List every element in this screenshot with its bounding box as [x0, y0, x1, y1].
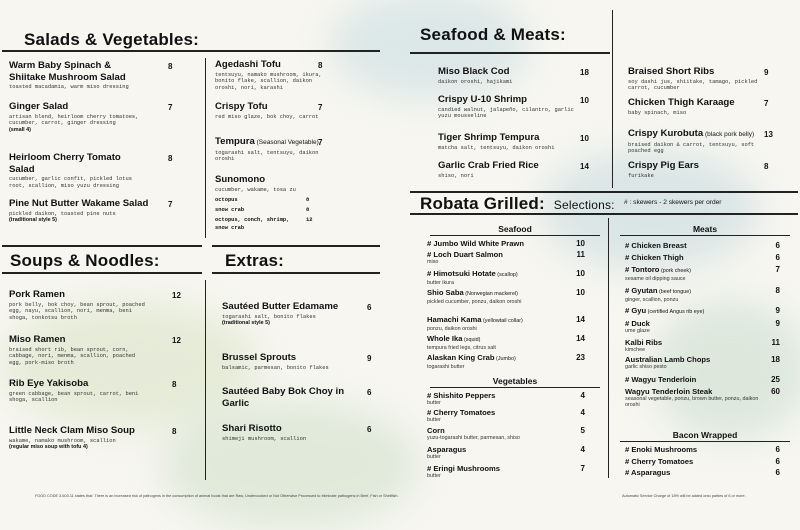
menu-item	[215, 101, 335, 120]
item-description: daikon oroshi, hajikami	[438, 78, 513, 85]
menu-item	[628, 128, 763, 155]
robata-item	[625, 286, 760, 303]
menu-item	[222, 352, 354, 371]
item-name: Corn	[427, 426, 445, 435]
item-price: 9	[764, 68, 769, 77]
sub-rule	[430, 387, 600, 388]
item-name: Ginger Salad	[9, 101, 69, 112]
menu-item	[9, 60, 149, 91]
menu-item	[628, 66, 763, 92]
robata-item	[625, 387, 760, 409]
item-description: artisan blend, heirloom cherry tomatoes, cucumber, carrot, ginger dressing	[9, 113, 139, 127]
subhead-vegetables: Vegetables	[492, 376, 538, 386]
item-note: (traditional style 5)	[9, 217, 57, 224]
item-description: sesame oil dipping sauce	[625, 276, 686, 282]
item-qualifier: (Jumbo)	[494, 356, 516, 362]
item-name: Kalbi Ribs	[625, 338, 663, 347]
column-divider	[608, 218, 609, 478]
item-price: 8	[172, 427, 177, 436]
robata-item	[625, 319, 760, 334]
item-name: # Enoki Mushrooms	[625, 445, 698, 454]
item-price: 6	[367, 388, 372, 397]
item-name: Wagyu Tenderloin Steak	[625, 387, 713, 396]
menu-item	[215, 136, 335, 163]
robata-legend: # : skewers - 2 skewers per order	[624, 199, 722, 206]
item-description: braised short rib, bean sprout, corn, cabbage, nori, menma, scallion, poached egg, pork-miso broth	[9, 346, 136, 366]
item-price: 8	[318, 61, 323, 70]
item-price: 9	[367, 354, 372, 363]
item-price: 6	[775, 241, 780, 250]
item-price: 18	[771, 355, 780, 364]
item-name: Brussel Sprouts	[222, 352, 297, 363]
robata-item	[427, 408, 572, 423]
watercolor-wash	[160, 400, 420, 530]
menu-item	[9, 101, 149, 133]
item-description: cucumber, garlic confit, pickled lotus root, scallion, miso yuzu dressing	[9, 176, 132, 189]
item-price: 13	[764, 130, 773, 139]
item-price: 7	[168, 103, 173, 112]
item-name: Tempura (Seasonal Vegetable)	[215, 136, 319, 147]
item-name: Heirloom Cherry Tomato Salad	[9, 152, 121, 175]
item-price: 7	[775, 265, 780, 274]
robata-item	[625, 241, 760, 250]
item-name: Tiger Shrimp Tempura	[438, 132, 540, 143]
robata-item	[625, 375, 760, 384]
menu-item	[9, 289, 149, 321]
column-divider	[205, 58, 206, 238]
item-price: 10	[580, 96, 589, 105]
sunomono-price: 8	[306, 197, 310, 203]
robata-item	[427, 334, 572, 351]
item-description: candied walnut, jalapeño, cilantro, garlic yuzu mousseline	[438, 106, 574, 120]
item-name: Pork Ramen	[9, 289, 65, 300]
robata-item	[427, 269, 572, 286]
item-name: # Himotsuki Hotate (scallop)	[427, 269, 518, 278]
item-qualifier: (black pork belly)	[703, 131, 755, 138]
section-title-seafood-meats: Seafood & Meats:	[420, 25, 566, 44]
menu-item	[215, 59, 335, 91]
item-name: Whole Ika (squid)	[427, 334, 481, 343]
item-price: 7	[318, 103, 323, 112]
robata-item	[625, 265, 760, 282]
item-description: wakame, namako mushroom, scallion	[9, 437, 116, 444]
menu-item	[222, 301, 354, 327]
menu-item	[9, 378, 149, 404]
item-price: 4	[580, 408, 585, 417]
item-price: 8	[168, 154, 173, 163]
section-rule	[410, 213, 798, 215]
item-description: red miso glaze, bok choy, carrot	[215, 113, 319, 120]
item-qualifier: (pork cheek)	[659, 268, 691, 274]
menu-item	[438, 66, 578, 85]
item-description: butter	[427, 417, 441, 423]
item-name: Miso Black Cod	[438, 66, 510, 77]
item-name: Crispy U-10 Shrimp	[438, 94, 528, 105]
item-name: # Shishito Peppers	[427, 391, 496, 400]
item-name: Shio Saba (Norwegian mackerel)	[427, 288, 518, 297]
robata-item	[427, 391, 572, 406]
item-price: 6	[775, 468, 780, 477]
item-price: 8	[168, 62, 173, 71]
robata-item	[625, 457, 760, 466]
robata-item	[427, 250, 572, 265]
item-name: Sautéed Baby Bok Choy in Garlic	[222, 386, 345, 409]
item-description: braised daikon & carrot, tentsuyu, soft poached egg	[628, 141, 755, 155]
item-name: # Duck	[625, 319, 650, 328]
robata-item	[625, 445, 760, 454]
menu-item	[222, 386, 354, 409]
section-rule	[2, 245, 202, 247]
section-rule	[2, 50, 380, 52]
item-description: toasted macadamia, warm miso dressing	[9, 84, 129, 90]
item-price: 11	[771, 338, 780, 347]
item-name: Shari Risotto	[222, 423, 282, 434]
item-description: yuzu-togarashi butter, parmesan, shiso	[427, 435, 520, 441]
item-description: tentsuyu, namako mushroom, ikura, bonito flake, scallion, daikon oroshi, nori, karashi	[215, 71, 322, 91]
menu-item	[215, 174, 335, 193]
item-name: Agedashi Tofu	[215, 59, 281, 70]
item-name: # Jumbo Wild White Prawn	[427, 239, 524, 248]
item-price: 12	[172, 336, 181, 345]
robata-item	[625, 306, 760, 317]
item-name: Hamachi Kama (yellowtail collar)	[427, 315, 523, 324]
item-description: ginger, scallion, ponzu	[625, 297, 679, 303]
robata-item	[625, 355, 760, 370]
item-description: shimeji mushroom, scallion	[222, 435, 307, 442]
item-description: tempura fried legs, citrus salt	[427, 345, 496, 351]
section-title-soups: Soups & Noodles:	[10, 251, 160, 270]
item-name: Crispy Tofu	[215, 101, 268, 112]
subhead-meats: Meats	[692, 224, 718, 234]
item-price: 14	[576, 334, 585, 343]
item-price: 8	[172, 380, 177, 389]
item-description: butter ikura	[427, 280, 454, 286]
item-name: # Loch Duart Salmon	[427, 250, 503, 259]
item-name: Sunomono	[215, 174, 266, 185]
menu-item	[9, 334, 149, 366]
menu-item	[9, 198, 149, 224]
column-divider	[205, 280, 206, 480]
subhead-seafood: Seafood	[498, 224, 532, 234]
item-name: Crispy Pig Ears	[628, 160, 699, 171]
item-description: pickled daikon, toasted pine nuts	[9, 210, 116, 217]
sunomono-price: 8	[306, 207, 310, 213]
item-price: 14	[576, 315, 585, 324]
item-price: 6	[367, 425, 372, 434]
section-rule	[212, 272, 380, 274]
item-qualifier: (certified Angus rib eye)	[646, 309, 705, 315]
item-name: Alaskan King Crab (Jumbo)	[427, 353, 516, 362]
item-name: Braised Short Ribs	[628, 66, 715, 77]
item-name: # Cherry Tomatoes	[625, 457, 694, 466]
item-description: furikake	[628, 172, 654, 179]
item-description: balsamic, parmesan, bonito flakes	[222, 364, 329, 371]
sub-rule	[430, 235, 600, 236]
item-price: 60	[771, 387, 780, 396]
item-description: togarashi butter	[427, 364, 465, 370]
item-price: 5	[580, 426, 585, 435]
item-price: 9	[775, 306, 780, 315]
robata-title: Robata Grilled:	[420, 194, 545, 213]
robata-item	[427, 445, 572, 460]
item-description: togarashi salt, tentsuyu, daikon oroshi	[215, 149, 319, 163]
menu-item	[438, 132, 578, 151]
item-description: shiso, nori	[438, 172, 474, 179]
item-price: 7	[168, 200, 173, 209]
item-price: 8	[764, 162, 769, 171]
item-description: miso	[427, 259, 439, 265]
sub-rule	[620, 441, 790, 442]
robata-item	[427, 426, 572, 441]
section-rule	[410, 52, 610, 54]
item-name: Little Neck Clam Miso Soup	[9, 425, 135, 436]
item-price: 14	[580, 162, 589, 171]
section-rule	[212, 245, 380, 247]
robata-item	[427, 464, 572, 479]
sunomono-price: 12	[306, 217, 313, 223]
item-name: Rib Eye Yakisoba	[9, 378, 89, 389]
item-price: 10	[576, 239, 585, 248]
item-description: soy dashi jus, shiitake, tamago, pickled carrot, cucumber	[628, 78, 758, 92]
item-price: 18	[580, 68, 589, 77]
item-name: # Asparagus	[625, 468, 671, 477]
column-divider	[612, 10, 613, 188]
item-qualifier: (yellowtail collar)	[481, 318, 523, 324]
footer-disclaimer: FOOD CODE 3-603.11 states that: There is an increased risk of pathogens in the consumption of animal foods that are Raw, Undercooked or Not Otherwise Processed to eliminate pathogens in Beef, Fish or Shellfish.	[35, 494, 399, 498]
footer-service-charge: Automatic Service Charge of 18% will be added onto parties of 6 or more.	[622, 494, 746, 498]
sunomono-option: octopus, conch, shrimp, snow crab	[215, 217, 290, 231]
section-rule	[410, 191, 798, 193]
item-price: 9	[775, 319, 780, 328]
item-price: 7	[318, 138, 323, 147]
item-price: 25	[771, 375, 780, 384]
item-qualifier: (squid)	[462, 337, 481, 343]
item-description: butter	[427, 454, 441, 460]
menu-item	[628, 97, 763, 116]
item-description: pork belly, bok choy, bean sprout, poached egg, nayu, scallion, nori, menma, beni shoga, tonkotsu broth	[9, 301, 145, 321]
item-description: togarashi salt, bonito flakes	[222, 313, 316, 320]
item-description: kimchee	[625, 347, 646, 353]
item-name: # Tontoro (pork cheek)	[625, 265, 691, 274]
menu-item	[9, 425, 149, 451]
item-name: # Eringi Mushrooms	[427, 464, 500, 473]
item-qualifier: (scallop)	[495, 272, 518, 278]
item-description: ume glaze	[625, 328, 650, 334]
robata-item	[625, 253, 760, 262]
item-name: # Gyu (certified Angus rib eye)	[625, 306, 705, 315]
sub-rule	[620, 235, 790, 236]
item-name: Sautéed Butter Edamame	[222, 301, 339, 312]
item-note: (small 4)	[9, 126, 31, 133]
item-price: 11	[576, 250, 585, 259]
item-name: # Gyutan (beef tongue)	[625, 286, 692, 295]
item-description: butter	[427, 473, 441, 479]
section-title-salads: Salads & Vegetables:	[24, 30, 200, 49]
item-name: Garlic Crab Fried Rice	[438, 160, 539, 171]
item-qualifier: (Norwegian mackerel)	[463, 291, 518, 297]
item-description: baby spinach, miso	[628, 109, 687, 116]
section-title-extras: Extras:	[225, 251, 285, 270]
robata-subtitle: Selections:	[553, 198, 615, 212]
item-name: Miso Ramen	[9, 334, 66, 345]
item-name: Chicken Thigh Karaage	[628, 97, 735, 108]
item-note: (traditional style 5)	[222, 320, 270, 327]
robata-item	[625, 338, 760, 353]
item-name: Asparagus	[427, 445, 467, 454]
menu-item	[438, 94, 578, 120]
item-price: 8	[775, 286, 780, 295]
robata-item	[427, 315, 572, 332]
section-title-robata	[420, 194, 615, 214]
item-name: # Chicken Thigh	[625, 253, 684, 262]
item-price: 10	[580, 134, 589, 143]
subhead-bacon: Bacon Wrapped	[672, 430, 738, 440]
menu-item	[628, 160, 763, 179]
item-name: # Cherry Tomatoes	[427, 408, 496, 417]
robata-item	[427, 353, 572, 370]
item-description: matcha salt, tentsuyu, daikon oroshi	[438, 144, 555, 151]
robata-item	[625, 468, 760, 477]
robata-item	[427, 288, 572, 305]
item-price: 4	[580, 391, 585, 400]
item-price: 6	[775, 253, 780, 262]
item-price: 23	[576, 353, 585, 362]
item-description: seasonal vegetable, ponzu, brown butter, ponzu, daikon oroshi	[625, 396, 759, 409]
item-name: # Chicken Breast	[625, 241, 687, 250]
item-price: 4	[580, 445, 585, 454]
item-qualifier: (beef tongue)	[657, 289, 692, 295]
item-name: Australian Lamb Chops	[625, 355, 711, 364]
section-rule	[2, 272, 202, 274]
menu-item	[9, 152, 149, 189]
item-qualifier: (Seasonal Vegetable)	[254, 139, 319, 146]
menu-item	[438, 160, 578, 179]
item-price: 10	[576, 288, 585, 297]
item-description: ponzu, daikon oroshi	[427, 326, 477, 332]
item-price: 7	[764, 99, 769, 108]
robata-item	[427, 239, 572, 248]
item-description: green cabbage, bean sprout, carrot, beni shoga, scallion	[9, 390, 139, 404]
item-description: butter	[427, 400, 441, 406]
item-price: 10	[576, 269, 585, 278]
item-name: Crispy Kurobuta (black pork belly)	[628, 128, 755, 139]
menu-item	[222, 423, 354, 442]
item-description: pickled cucumber, ponzu, daikon oroshi	[427, 299, 522, 305]
item-note: (regular miso soup with tofu 4)	[9, 444, 88, 451]
item-description: garlic shiso pesto	[625, 364, 667, 370]
item-price: 6	[775, 445, 780, 454]
item-price: 6	[367, 303, 372, 312]
item-description: cucumber, wakame, tosa zu	[215, 186, 296, 193]
sunomono-option: snow crab	[215, 207, 245, 213]
item-name: Warm Baby Spinach & Shiitake Mushroom Salad	[9, 60, 126, 83]
item-name: Pine Nut Butter Wakame Salad	[9, 198, 149, 209]
item-price: 12	[172, 291, 181, 300]
sunomono-option: octopus	[215, 197, 238, 203]
item-name: # Wagyu Tenderloin	[625, 375, 697, 384]
item-price: 6	[775, 457, 780, 466]
item-price: 7	[580, 464, 585, 473]
